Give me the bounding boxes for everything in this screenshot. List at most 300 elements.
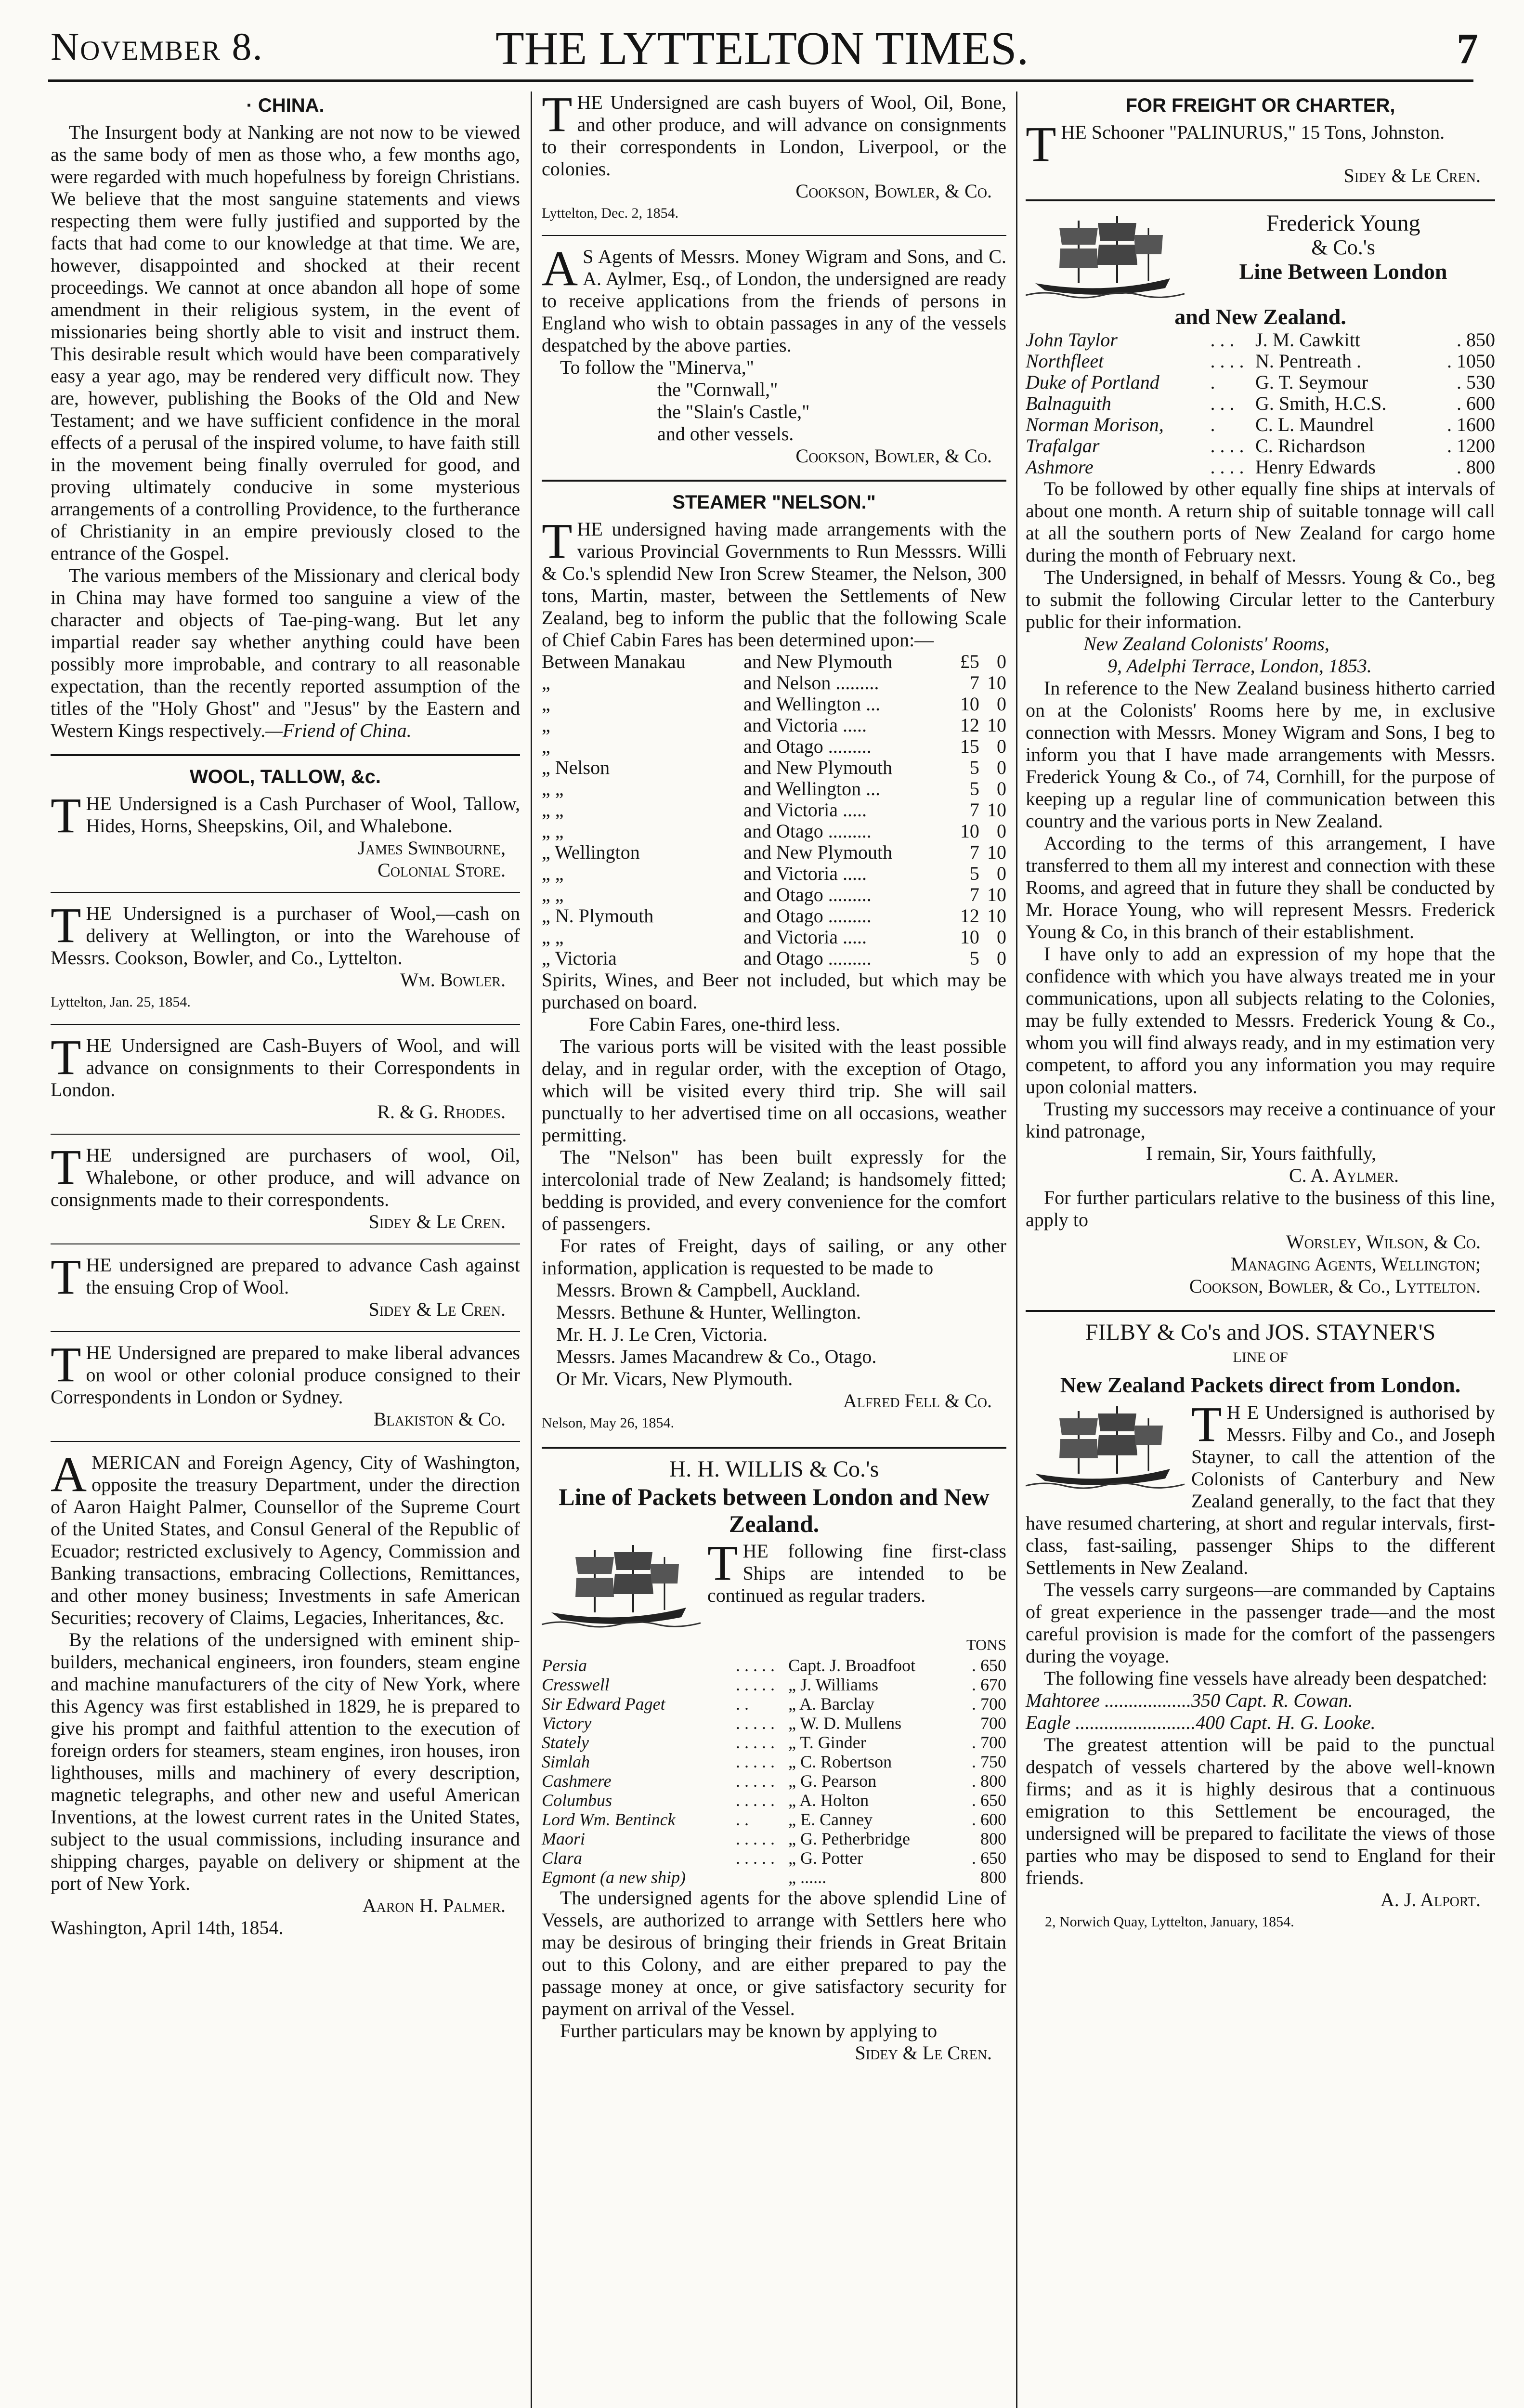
- drop-cap: T: [542, 87, 573, 142]
- ad-text: HE Undersigned are Cash-Buyers of Wool, and will advance on consignments to their Correspondents in London.: [51, 1034, 520, 1100]
- table-row: [1026, 372, 1495, 393]
- agent-line: Mr. H. J. Le Cren, Victoria.: [556, 1323, 768, 1345]
- table-cell: . 1200: [1447, 435, 1495, 457]
- ad-blakiston: [51, 1337, 520, 1430]
- table-row: [542, 778, 1006, 799]
- table-row: [542, 715, 1006, 736]
- table-cell: Lord Wm. Bentinck: [542, 1810, 676, 1829]
- column-divider: [531, 92, 532, 2408]
- ad-text: HE Undersigned are prepared to make liberal advances on wool or other colonial produce consigned to their Correspondents in London or Sydney.: [51, 1342, 520, 1408]
- ad-text: HE undersigned having made arrangements with the various Provincial Governments to Run Messsrs. Willi & Co.'s splendid New Iron Screw Steamer, the Nelson, 300 tons, Martin, master, between the Settlements of New Zealand, beg to inform the public that the following Scale of Chief Cabin Fares has been determined upon:—: [542, 518, 1006, 651]
- table-row: [542, 1791, 1006, 1810]
- table-cell: Balnaguith: [1026, 393, 1111, 414]
- table-cell: . . . . .: [735, 1771, 775, 1791]
- agent-line: Or Mr. Vicars, New Plymouth.: [556, 1368, 793, 1389]
- ad-signature: Managing Agents, Wellington;: [1230, 1253, 1481, 1275]
- ad-text: Further particulars may be known by applying to: [560, 2020, 938, 2042]
- ad-date: Lyttelton, Jan. 25, 1854.: [51, 994, 191, 1010]
- table-row: [542, 757, 1006, 778]
- table-cell: and Victoria .....: [743, 926, 867, 948]
- table-cell: G. Smith, H.C.S.: [1255, 393, 1387, 414]
- table-cell: . . . . .: [735, 1656, 775, 1675]
- ad-signature: Cookson, Bowler, & Co., Lyttelton.: [1189, 1275, 1481, 1297]
- table-cell: . . . . .: [735, 1752, 775, 1771]
- page-number: 7: [1457, 25, 1478, 73]
- ad-text: The following fine vessels have already been despatched:: [1044, 1667, 1487, 1689]
- tons-label: TONS: [966, 1636, 1006, 1653]
- china-paragraph: [51, 564, 520, 742]
- table-cell: 0: [997, 735, 1006, 757]
- ad-signature: Worsley, Wilson, & Co.: [1286, 1231, 1481, 1253]
- drop-cap: A: [51, 1447, 87, 1502]
- fares-table: [542, 651, 1006, 969]
- table-cell: „ „: [542, 863, 564, 884]
- table-cell: C. Richardson: [1255, 435, 1366, 457]
- table-row: [542, 927, 1006, 948]
- table-row: [542, 1848, 1006, 1868]
- ad-text: HE undersigned are prepared to advance Cash against the ensuing Crop of Wool.: [86, 1254, 520, 1298]
- table-cell: and Nelson .........: [743, 672, 879, 694]
- ships-table: [542, 1656, 1006, 1887]
- agent-line: Messrs. James Macandrew & Co., Otago.: [556, 1346, 877, 1367]
- table-cell: . 530: [1457, 371, 1495, 393]
- ad-text: HE Schooner "PALINURUS," 15 Tons, Johnston.: [1061, 121, 1445, 143]
- ad-wigram-agents: [542, 241, 1006, 467]
- table-cell: 12: [960, 905, 979, 927]
- drop-cap: T: [51, 788, 81, 843]
- drop-cap: T: [51, 1249, 81, 1305]
- agent-line: Messrs. Bethune & Hunter, Wellington.: [556, 1301, 861, 1323]
- separator: [51, 754, 520, 756]
- table-cell: Maori: [542, 1829, 585, 1848]
- table-row: [542, 821, 1006, 842]
- palinurus-heading: FOR FREIGHT OR CHARTER,: [1125, 95, 1395, 116]
- table-row: [542, 736, 1006, 757]
- ad-swinbourne: [51, 788, 520, 881]
- ad-text: In reference to the New Zealand business hitherto carried on at the Colonists' Rooms here by me, in exclusive connection with Messrs. Money Wigram and Sons, I beg to inform you that I have made arrangements with Messrs. Frederick Young & Co., of 74, Cornhill, for the purpose of keeping up a regular line of communication between this country and the various ports in New Zealand.: [1026, 677, 1495, 832]
- sailing-ship-icon: [1026, 211, 1185, 302]
- table-cell: Egmont (a new ship): [542, 1868, 686, 1887]
- ad-signature: Aaron H. Palmer.: [362, 1895, 506, 1916]
- drop-cap: T: [542, 513, 573, 569]
- separator: [542, 1447, 1006, 1449]
- willis-heading: H. H. WILLIS & Co.'s: [669, 1456, 879, 1482]
- table-cell: . 650: [972, 1791, 1006, 1810]
- table-cell: . 650: [972, 1848, 1006, 1868]
- ad-cookson-buyers: [542, 87, 1006, 224]
- ad-text: HE Undersigned are cash buyers of Wool, Oil, Bone, and other produce, and will advance on consignments to their correspondents in London, Liverpool, or the colonies.: [542, 92, 1006, 180]
- ad-signature: Alfred Fell & Co.: [843, 1390, 992, 1412]
- young-title-co: & Co.'s: [1311, 236, 1375, 259]
- table-cell: „ Nelson: [542, 757, 610, 778]
- agents-list: [542, 1279, 1006, 1390]
- table-cell: . . . .: [1210, 350, 1244, 372]
- ad-signature: Sidey & Le Cren.: [855, 2042, 992, 2064]
- table-cell: 10: [987, 905, 1006, 927]
- table-cell: . . . . .: [735, 1848, 775, 1868]
- table-cell: 0: [997, 693, 1006, 715]
- ad-text: The undersigned agents for the above splendid Line of Vessels, are authorized to arrange with Settlers here who may be desirous of bringing their friends in Great Britain out to this Colony, and are either prepared to pay the passage money at once, or give satisfactory security for payment on arrival of the Vessel.: [542, 1887, 1006, 2019]
- ad-signature: Sidey & Le Cren.: [1343, 165, 1481, 186]
- ad-text: HE Undersigned is a Cash Purchaser of Wool, Tallow, Hides, Horns, Sheepskins, Oil, and Whalebone.: [86, 793, 520, 837]
- willis-subheading: Line of Packets between London and New Zealand.: [559, 1483, 990, 1537]
- table-cell: G. T. Seymour: [1255, 371, 1368, 393]
- table-cell: Sir Edward Paget: [542, 1694, 665, 1714]
- table-cell: .: [1210, 414, 1215, 435]
- ad-signature: A. J. Alport.: [1380, 1889, 1481, 1911]
- table-cell: and Otago .........: [743, 905, 872, 927]
- table-cell: „ ......: [788, 1868, 827, 1887]
- table-cell: Cresswell: [542, 1675, 610, 1694]
- table-cell: . . .: [1210, 329, 1235, 351]
- drop-cap: T: [51, 1030, 81, 1085]
- young-title: Frederick Young: [1266, 210, 1420, 236]
- ad-date: Washington, April 14th, 1854.: [51, 1917, 284, 1938]
- table-row: [542, 1771, 1006, 1791]
- separator: [1026, 1310, 1495, 1312]
- china-paragraph: The Insurgent body at Nanking are not now to be viewed as the same body of men as those who, a few months ago, were regarded with much hopefulness by foreign Christians. We believe that the most sanguine statements and views respecting them were fully justified and supported by the facts that had come to our knowledge at that time. We are, however, disappointed and shocked at their recent proceedings. We cannot at once abandon all hope of some amendment in their religious system, in the event of missionaries being shortly able to visit and instruct them. This desirable result which would have been comparatively easy a year ago, may be rendered very difficult now. They are, however, publishing the Books of the Old and New Testament; and we have sufficient confidence in the moral effects of a perusal of the inspired volume, to have faith still in the movement being finally overruled for good, and proving ultimately conducive in some mysterious arrangements of a controlling Providence, to the furtherance of Christianity in an empire previously closed to the entrance of the Gospel.: [51, 121, 520, 564]
- table-row: [542, 1733, 1006, 1752]
- header-rule: [48, 79, 1473, 82]
- ad-text: Fore Cabin Fares, one-third less.: [589, 1013, 841, 1035]
- ad-text: By the relations of the undersigned with eminent ship-builders, mechanical engineers, iron founders, steam engine and machine manufacturers of the city of New York, where this Agency was first established in 1829, he is prepared to give his prompt and faithful attention to the execution of foreign orders for steamers, steam engines, iron houses, iron lighthouses, mills and machinery of every description, magnetic telegraphs, and other new and useful American Inventions, at the lowest current rates in the United States, subject to the usual commissions, including insurance and shipping charges, payable on delivery or shipment at the port of New York.: [51, 1629, 520, 1894]
- ad-text: MERICAN and Foreign Agency, City of Washington, opposite the treasury Department, under the direction of Aaron Haight Palmer, Counsellor of the Supreme Court of the United States, and Consul General of the Republic of Ecuador; restricted exclusively to Agency, Commission and Banking transactions, embracing Collections, Remittances, and other money business; Investments in safe American Securities; recovery of Claims, Legacies, Inheritances, &c.: [51, 1452, 520, 1628]
- table-cell: and Victoria .....: [743, 799, 867, 821]
- ad-sidey-lecren-advance: [51, 1249, 520, 1321]
- ad-address: 9, Adelphi Terrace, London, 1853.: [1107, 655, 1372, 677]
- table-cell: 0: [997, 926, 1006, 948]
- agent-line: Messrs. Brown & Campbell, Auckland.: [556, 1279, 861, 1301]
- table-cell: 10: [987, 841, 1006, 863]
- table-cell: and Otago .........: [743, 884, 872, 905]
- masthead: [0, 0, 1524, 75]
- ad-signature: Cookson, Bowler, & Co.: [795, 445, 992, 467]
- ad-signature: Cookson, Bowler, & Co.: [795, 180, 992, 202]
- table-cell: 10: [987, 884, 1006, 905]
- table-cell: . .: [735, 1694, 749, 1714]
- table-cell: „: [542, 714, 550, 736]
- table-cell: „ Victoria: [542, 947, 617, 969]
- table-cell: and New Plymouth: [743, 841, 893, 863]
- ad-text: The Undersigned, in behalf of Messrs. Young & Co., beg to submit the following Circular letter to the Canterbury public for their information.: [1026, 566, 1495, 632]
- table-cell: „ A. Holton: [788, 1791, 869, 1810]
- table-cell: . 800: [972, 1771, 1006, 1791]
- ad-filby-stayner: [1026, 1322, 1495, 1933]
- table-cell: 7: [969, 841, 979, 863]
- table-cell: . 800: [1457, 456, 1495, 478]
- table-cell: . 1600: [1447, 414, 1495, 435]
- ad-text: According to the terms of this arrangement, I have transferred to them all my interest and connection with these Rooms, and agreed that in future they shall be conducted by Mr. Horace Young, who will represent Messrs. Frederick Young & Co, in this branch of their establishment.: [1026, 832, 1495, 942]
- table-cell: „ W. D. Mullens: [788, 1714, 902, 1733]
- table-cell: . . . . .: [735, 1714, 775, 1733]
- table-cell: 7: [969, 672, 979, 694]
- table-cell: . 700: [972, 1733, 1006, 1752]
- ship-line: and other vessels.: [657, 423, 794, 445]
- ad-signature: Blakiston & Co.: [373, 1408, 506, 1430]
- ad-steamer-nelson: [542, 491, 1006, 1434]
- ad-text: The greatest attention will be paid to the punctual despatch of vessels chartered by the above well-known firms; and as it is highly desirous that a continuous emigration to this Settlement be encouraged, the undersigned will be prepared to facilitate the views of those parties who may be disposed to send to England for their friends.: [1026, 1734, 1495, 1888]
- table-cell: . . . .: [1210, 435, 1244, 457]
- separator: [51, 1134, 520, 1135]
- table-cell: . 600: [1457, 393, 1495, 414]
- table-cell: . 850: [1457, 329, 1495, 351]
- table-cell: 0: [997, 757, 1006, 778]
- table-cell: „ Wellington: [542, 841, 640, 863]
- china-paragraph-text: The various members of the Missionary and clerical body in China may have formed too sanguine a view of the character and objects of Tae-ping-wang. But let any impartial reader say whether anything could have been possibly more improbable, and contrary to all reasonable expectation, than the recently reported assumption of the titles of the "Holy Ghost" and "Jesus" by the Eastern and Western Kings respectively.: [51, 564, 520, 741]
- table-cell: and Victoria .....: [743, 863, 867, 884]
- table-cell: . . . .: [1210, 456, 1244, 478]
- sailing-ship-icon: [1026, 1401, 1185, 1493]
- separator: [51, 1024, 520, 1025]
- table-row: [542, 651, 1006, 672]
- table-cell: John Taylor: [1026, 329, 1118, 351]
- ad-signature: Wm. Bowler.: [400, 969, 506, 991]
- table-cell: Columbus: [542, 1791, 612, 1810]
- filby-title: New Zealand Packets direct from London.: [1060, 1373, 1461, 1397]
- ad-rhodes: [51, 1030, 520, 1123]
- column-3: [1026, 92, 1495, 1933]
- table-cell: 5: [969, 757, 979, 778]
- table-cell: 7: [969, 799, 979, 821]
- table-cell: . 700: [972, 1694, 1006, 1714]
- china-source: —Friend of China.: [265, 720, 412, 741]
- ad-text: To be followed by other equally fine ships at intervals of about one month. A return ship of suitable tonnage will call at all the southern ports of New Zealand for cargo home during the month of February next.: [1026, 478, 1495, 566]
- column-divider: [1016, 92, 1017, 2408]
- table-cell: 5: [969, 863, 979, 884]
- ship-line: the "Slain's Castle,": [657, 401, 810, 422]
- table-row: [542, 1675, 1006, 1694]
- table-cell: . . . . .: [735, 1791, 775, 1810]
- separator: [1026, 199, 1495, 201]
- table-row: [1026, 414, 1495, 435]
- table-cell: „ „: [542, 820, 564, 842]
- table-cell: . 650: [972, 1656, 1006, 1675]
- ad-text: Trusting my successors may receive a continuance of your kind patronage,: [1026, 1098, 1495, 1142]
- table-cell: „: [542, 735, 550, 757]
- table-cell: „ „: [542, 926, 564, 948]
- table-row: [542, 1694, 1006, 1714]
- table-row: [542, 1810, 1006, 1829]
- ad-text: Spirits, Wines, and Beer not included, but which may be purchased on board.: [542, 969, 1006, 1013]
- table-row: [542, 842, 1006, 863]
- table-cell: 5: [969, 778, 979, 799]
- table-cell: Stately: [542, 1733, 589, 1752]
- newspaper-title: THE LYTTELTON TIMES.: [495, 23, 1029, 75]
- table-cell: . . . . .: [735, 1829, 775, 1848]
- table-cell: Trafalgar: [1026, 435, 1100, 457]
- table-cell: and Otago .........: [743, 820, 872, 842]
- table-cell: 10: [987, 672, 1006, 694]
- wool-heading: WOOL, TALLOW, &c.: [190, 766, 381, 787]
- table-cell: Norman Morison,: [1026, 414, 1164, 435]
- table-cell: „ A. Barclay: [788, 1694, 875, 1714]
- table-cell: „ G. Potter: [788, 1848, 863, 1868]
- ad-text: The vessels carry surgeons—are commanded by Captains of great experience in the passenger trade—and the most careful provision is made for the comfort of the passengers during the voyage.: [1026, 1579, 1495, 1667]
- table-cell: . 1050: [1447, 350, 1495, 372]
- young-line-title: Line Between London: [1239, 259, 1447, 284]
- ships-table: [1026, 329, 1495, 478]
- ad-text: For rates of Freight, days of sailing, or any other information, application is requested to be made to: [542, 1235, 1006, 1279]
- table-cell: 10: [987, 714, 1006, 736]
- drop-cap: A: [542, 241, 578, 296]
- table-cell: „ J. Williams: [788, 1675, 878, 1694]
- table-cell: . .: [735, 1810, 749, 1829]
- table-cell: 800: [980, 1829, 1006, 1848]
- ad-text: For further particulars relative to the business of this line, apply to: [1026, 1187, 1495, 1230]
- ad-signature: C. A. Aylmer.: [1289, 1165, 1399, 1186]
- issue-date: November 8.: [51, 25, 263, 68]
- table-cell: Simlah: [542, 1752, 590, 1771]
- table-cell: . 750: [972, 1752, 1006, 1771]
- filby-subheading: LINE OF: [1233, 1349, 1288, 1365]
- ad-text: To follow the "Minerva,": [560, 356, 755, 378]
- table-row: [542, 1714, 1006, 1733]
- table-cell: . . . . .: [735, 1675, 775, 1694]
- table-cell: Ashmore: [1026, 456, 1094, 478]
- table-row: [542, 948, 1006, 969]
- table-row: [542, 1829, 1006, 1848]
- ad-address: New Zealand Colonists' Rooms,: [1083, 633, 1329, 654]
- table-row: [542, 884, 1006, 905]
- table-row: [542, 799, 1006, 821]
- table-cell: 700: [980, 1714, 1006, 1733]
- ad-signature: Sidey & Le Cren.: [368, 1298, 506, 1320]
- table-cell: . . . . .: [735, 1733, 775, 1752]
- ad-text: H E Undersigned is authorised by Messrs. Filby and Co., and Joseph Stayner, to call the attention of the Colonists of Canterbury and New Zealand generally, to the fact that they have resumed chartering, at short and regular intervals, first-class, fast-sailing, passenger Ships to the different Settlements in New Zealand.: [1026, 1401, 1495, 1578]
- vessel-line: Eagle .........................400 Capt. H. G. Looke.: [1026, 1712, 1376, 1733]
- drop-cap: T: [1026, 117, 1056, 172]
- table-row: [542, 672, 1006, 694]
- separator: [542, 235, 1006, 236]
- table-row: [1026, 435, 1495, 457]
- table-cell: . . .: [1210, 393, 1235, 414]
- table-cell: „ T. Ginder: [788, 1733, 866, 1752]
- filby-heading: FILBY & Co's and JOS. STAYNER'S: [1085, 1320, 1436, 1345]
- ad-american-agency: [51, 1447, 520, 1939]
- ad-date: 2, Norwich Quay, Lyttelton, January, 1854.: [1045, 1914, 1294, 1930]
- table-cell: „: [542, 693, 550, 715]
- ad-signature: Colonial Store.: [378, 859, 506, 881]
- table-cell: „ E. Canney: [788, 1810, 873, 1829]
- table-cell: and Otago .........: [743, 735, 872, 757]
- ad-date: Lyttelton, Dec. 2, 1854.: [542, 205, 679, 221]
- table-cell: Capt. J. Broadfoot: [788, 1656, 916, 1675]
- table-cell: „ N. Plymouth: [542, 905, 654, 927]
- ad-frederick-young: [1026, 211, 1495, 1297]
- table-row: [542, 1656, 1006, 1675]
- drop-cap: T: [51, 1337, 81, 1392]
- table-row: [1026, 393, 1495, 414]
- china-heading: · CHINA.: [246, 95, 325, 116]
- ad-sidey-lecren: [51, 1139, 520, 1233]
- table-cell: [736, 1868, 788, 1887]
- column-1: [51, 92, 520, 1939]
- table-cell: C. L. Maundrel: [1255, 414, 1374, 435]
- table-cell: 800: [980, 1868, 1006, 1887]
- ad-text: The various ports will be visited with the least possible delay, and in regular order, with the exception of Otago, which will be visited every third trip. She will sail punctually to her advertised time on all occasions, weather permitting.: [542, 1035, 1006, 1146]
- table-cell: Northfleet: [1026, 350, 1104, 372]
- table-cell: Duke of Portland: [1026, 371, 1159, 393]
- table-cell: Persia: [542, 1656, 587, 1675]
- table-cell: „ „: [542, 778, 564, 799]
- ad-text: S Agents of Messrs. Money Wigram and Sons, and C. A. Aylmer, Esq., of London, the undersigned are ready to receive applications from the friends of persons in England who wish to obtain passages in any of the vessels despatched by the above parties.: [542, 246, 1006, 356]
- table-cell: „ C. Robertson: [788, 1752, 892, 1771]
- table-row: [542, 863, 1006, 884]
- separator: [51, 1243, 520, 1244]
- table-cell: and Otago .........: [743, 947, 872, 969]
- table-cell: and New Plymouth: [743, 757, 893, 778]
- table-cell: Henry Edwards: [1255, 456, 1376, 478]
- ad-signature: Sidey & Le Cren.: [368, 1211, 506, 1232]
- table-cell: 15: [960, 735, 979, 757]
- ad-bowler: [51, 898, 520, 1013]
- separator: [51, 1331, 520, 1332]
- table-cell: 0: [997, 863, 1006, 884]
- table-cell: 0: [997, 778, 1006, 799]
- table-row: [542, 1868, 1006, 1887]
- table-cell: 10: [960, 693, 979, 715]
- table-cell: .: [1210, 371, 1215, 393]
- table-cell: . 670: [972, 1675, 1006, 1694]
- table-row: [542, 905, 1006, 927]
- ad-signature: James Swinbourne,: [358, 837, 506, 859]
- table-row: [1026, 457, 1495, 478]
- table-cell: 10: [960, 926, 979, 948]
- table-cell: and Victoria .....: [743, 714, 867, 736]
- table-cell: „: [542, 672, 550, 694]
- table-cell: J. M. Cawkitt: [1255, 329, 1360, 351]
- table-cell: Victory: [542, 1714, 592, 1733]
- table-cell: Cashmere: [542, 1771, 612, 1791]
- separator: [51, 892, 520, 893]
- separator: [542, 480, 1006, 482]
- table-cell: . 600: [972, 1810, 1006, 1829]
- column-2: [542, 87, 1006, 2064]
- table-row: [542, 694, 1006, 715]
- sailing-ship-icon: [542, 1540, 701, 1632]
- table-cell: and Wellington ...: [743, 778, 881, 799]
- table-cell: „ „: [542, 799, 564, 821]
- table-cell: 0: [997, 820, 1006, 842]
- table-cell: 10: [987, 799, 1006, 821]
- ad-palinurus: [1026, 94, 1495, 187]
- ad-date: Nelson, May 26, 1854.: [542, 1415, 674, 1431]
- table-cell: 12: [960, 714, 979, 736]
- ad-text: HE Undersigned is a purchaser of Wool,—cash on delivery at Wellington, or into the Warehouse of Messrs. Cookson, Bowler, and Co., Lyttelton.: [51, 903, 520, 968]
- table-cell: and Wellington ...: [743, 693, 881, 715]
- ad-closing: I remain, Sir, Yours faithfully,: [1146, 1142, 1376, 1164]
- ad-text: The "Nelson" has been built expressly for the intercolonial trade of New Zealand; is handsomely fitted; bedding is provided, and every convenience for the comfort of passengers.: [542, 1146, 1006, 1234]
- table-row: [542, 1752, 1006, 1771]
- ad-text: HE undersigned are purchasers of wool, Oil, Whalebone, or other produce, and will advance on consignments made to their correspondents.: [51, 1144, 520, 1210]
- table-cell: „ „: [542, 884, 564, 905]
- table-cell: 0: [997, 651, 1006, 672]
- table-cell: £5: [960, 651, 979, 672]
- table-cell: Clara: [542, 1848, 583, 1868]
- ad-signature: R. & G. Rhodes.: [377, 1101, 506, 1123]
- ad-willis-packets: [542, 1458, 1006, 2064]
- vessel-line: Mahtoree ..................350 Capt. R. Cowan.: [1026, 1689, 1353, 1711]
- table-row: [1026, 351, 1495, 372]
- table-cell: 5: [969, 947, 979, 969]
- table-cell: „ G. Petherbridge: [788, 1829, 911, 1848]
- separator: [51, 1441, 520, 1442]
- ship-line: the "Cornwall,": [657, 379, 778, 400]
- drop-cap: T: [1191, 1397, 1222, 1452]
- table-cell: N. Pentreath .: [1255, 350, 1361, 372]
- ad-text: HE following fine first-class Ships are intended to be continued as regular traders.: [707, 1540, 1006, 1606]
- table-cell: 0: [997, 947, 1006, 969]
